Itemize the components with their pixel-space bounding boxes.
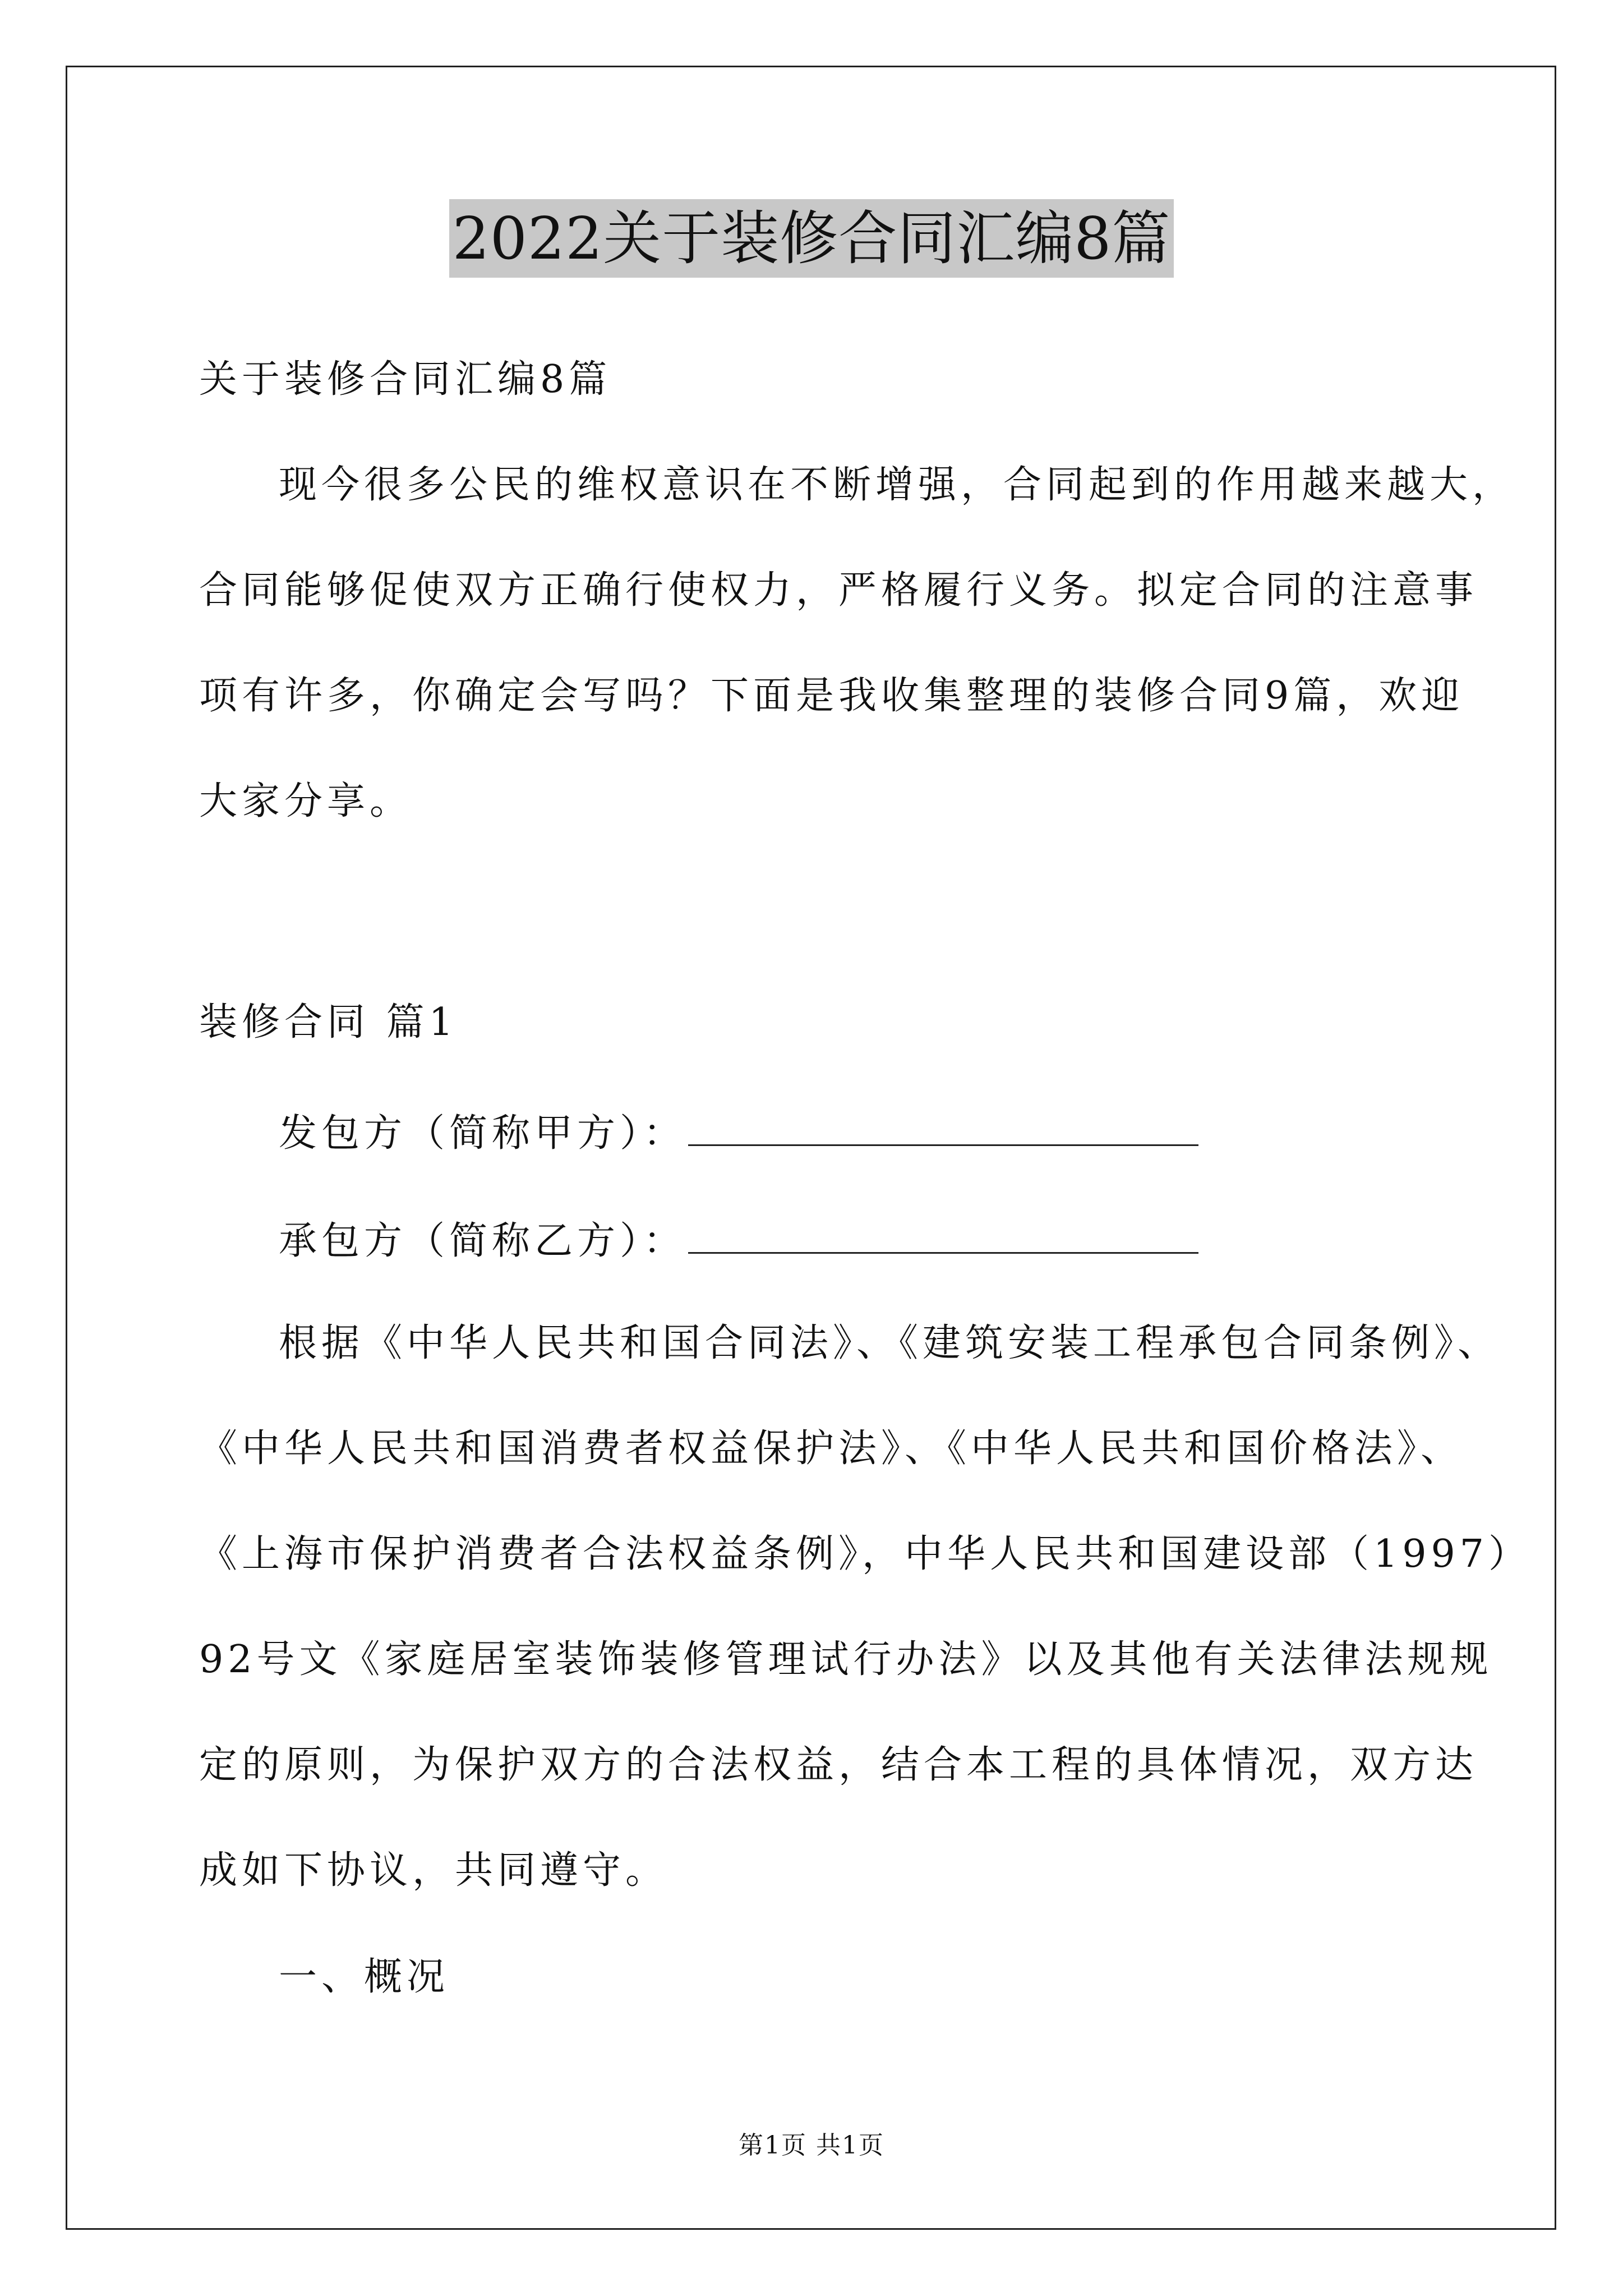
intro-line-4: 大家分享。 [199,779,413,823]
intro-line-3: 项有许多，你确定会写吗？下面是我收集整理的装修合同9篇，欢迎 [199,674,1464,718]
party-b-blank[interactable] [688,1212,1198,1254]
party-b-line [279,1212,1198,1267]
party-b-label: 承包方（简称乙方）： [279,1219,686,1263]
basis-line-3: 《上海市保护消费者合法权益条例》，中华人民共和国建设部（1997） [199,1532,1532,1576]
section-heading: 装修合同 篇1 [199,1000,458,1045]
basis-line-5: 定的原则，为保护双方的合法权益，结合本工程的具体情况，双方达 [199,1743,1478,1787]
party-a-line [279,1104,1198,1159]
document-title: 2022关于装修合同汇编8篇 [449,199,1174,278]
basis-line-2: 《中华人民共和国消费者权益保护法》、《中华人民共和国价格法》、 [199,1427,1464,1471]
party-a-label: 发包方（简称甲方）： [279,1111,686,1156]
basis-line-1: 根据《中华人民共和国合同法》、《建筑安装工程承包合同条例》、 [279,1321,1501,1365]
clause-one-heading: 一、概况 [279,1955,450,1999]
title-container [0,199,1623,278]
document-subtitle: 关于装修合同汇编8篇 [199,357,612,402]
intro-line-1: 现今很多公民的维权意识在不断增强，合同起到的作用越来越大， [279,463,1515,507]
party-a-blank[interactable] [688,1104,1198,1146]
basis-line-6: 成如下协议，共同遵守。 [199,1848,668,1893]
intro-line-2: 合同能够促使双方正确行使权力，严格履行义务。拟定合同的注意事 [199,568,1478,613]
page-footer: 第1页 共1页 [739,2131,884,2160]
basis-line-4: 92号文《家庭居室装饰装修管理试行办法》以及其他有关法律法规规 [199,1637,1493,1682]
